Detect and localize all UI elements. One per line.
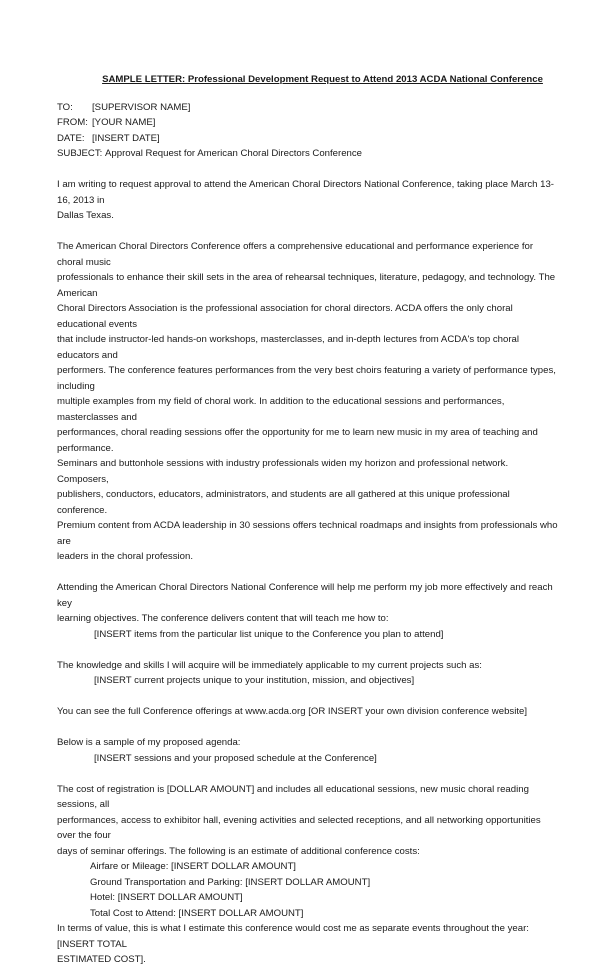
header-label: SUBJECT: bbox=[57, 148, 103, 159]
text-line: leaders in the choral profession. bbox=[57, 551, 193, 562]
text-line: Choral Directors Association is the professional association for choral directors. ACDA offers the only choral educational events bbox=[57, 303, 513, 330]
text-line: learning objectives. The conference delivers content that will teach me how to: bbox=[57, 613, 389, 624]
text-line: The knowledge and skills I will acquire will be immediately applicable to my current projects such as: bbox=[57, 659, 482, 671]
header-from bbox=[57, 115, 560, 131]
text-line: multiple examples from my field of choral work. In addition to the educational sessions and performances, masterclasses and bbox=[57, 396, 505, 423]
letter-header bbox=[57, 100, 560, 162]
text-line: performances, choral reading sessions offer the opportunity for me to learn new music in my area of teaching and performance. bbox=[57, 427, 538, 454]
cost-item: Airfare or Mileage: [INSERT DOLLAR AMOUNT] bbox=[90, 861, 296, 872]
text-line: Attending the American Choral Directors National Conference will help me perform my job more effectively and reach key bbox=[57, 582, 553, 609]
text-line: In terms of value, this is what I estimate this conference would cost me as separate events throughout the year: [INSERT TOTAL bbox=[57, 923, 529, 950]
text-line: performers. The conference features performances from the very best choirs featuring a variety of performance types, including bbox=[57, 365, 556, 392]
header-value: Approval Request for American Choral Directors Conference bbox=[105, 148, 363, 159]
header-subject bbox=[57, 146, 560, 162]
paragraph-conference-overview bbox=[57, 239, 560, 565]
header-value: [YOUR NAME] bbox=[92, 117, 156, 128]
letter-title: SAMPLE LETTER: Professional Development Request to Attend 2013 ACDA National Conference bbox=[102, 74, 543, 85]
header-label: DATE: bbox=[57, 132, 85, 144]
paragraph-costs bbox=[57, 782, 560, 968]
cost-item: Total Cost to Attend: [INSERT DOLLAR AMOUNT] bbox=[90, 907, 304, 919]
paragraph-offerings: You can see the full Conference offerings at www.acda.org [OR INSERT your own division conference website] bbox=[57, 706, 527, 717]
text-line: days of seminar offerings. The following is an estimate of additional conference costs: bbox=[57, 845, 420, 857]
text-line: I am writing to request approval to attend the American Choral Directors National Conference, taking place March 13-16, 2013 in bbox=[57, 179, 554, 206]
paragraph-projects bbox=[57, 658, 560, 689]
paragraph-request bbox=[57, 177, 560, 224]
paragraph-objectives bbox=[57, 580, 560, 642]
header-to bbox=[57, 100, 560, 116]
text-line: Seminars and buttonhole sessions with industry professionals widen my horizon and professional network. Composers, bbox=[57, 458, 509, 485]
text-line: Dallas Texas. bbox=[57, 210, 114, 221]
paragraph-agenda bbox=[57, 735, 560, 766]
text-line: that include instructor-led hands-on workshops, masterclasses, and in-depth lectures from ACDA's top choral educators and bbox=[57, 334, 520, 361]
header-label: TO: bbox=[57, 101, 73, 113]
text-line: Below is a sample of my proposed agenda: bbox=[57, 737, 241, 748]
text-line: Premium content from ACDA leadership in 30 sessions offers technical roadmaps and insights from professionals who are bbox=[57, 520, 558, 547]
placeholder-line: [INSERT items from the particular list unique to the Conference you plan to attend] bbox=[94, 628, 444, 640]
text-line: performances, access to exhibitor hall, evening activities and selected receptions, and all networking opportunities over the four bbox=[57, 814, 541, 841]
header-label: FROM: bbox=[57, 117, 88, 128]
text-line: professionals to enhance their skill sets in the area of rehearsal techniques, literature, pedagogy, and technology. The American bbox=[57, 272, 556, 299]
placeholder-line: [INSERT current projects unique to your institution, mission, and objectives] bbox=[94, 675, 415, 686]
header-value: [SUPERVISOR NAME] bbox=[92, 101, 191, 113]
cost-item: Hotel: [INSERT DOLLAR AMOUNT] bbox=[90, 892, 243, 903]
cost-item: Ground Transportation and Parking: [INSERT DOLLAR AMOUNT] bbox=[90, 876, 371, 888]
header-value: [INSERT DATE] bbox=[92, 132, 160, 144]
text-line: The cost of registration is [DOLLAR AMOUNT] and includes all educational sessions, new music choral reading sessions, all bbox=[57, 783, 529, 810]
placeholder-line: [INSERT sessions and your proposed schedule at the Conference] bbox=[94, 752, 377, 764]
text-line: The American Choral Directors Conference offers a comprehensive educational and performance experience for choral music bbox=[57, 241, 534, 268]
text-line: ESTIMATED COST]. bbox=[57, 954, 146, 965]
text-line: publishers, conductors, educators, administrators, and students are all gathered at this unique professional conference. bbox=[57, 489, 510, 516]
header-date bbox=[57, 131, 560, 147]
